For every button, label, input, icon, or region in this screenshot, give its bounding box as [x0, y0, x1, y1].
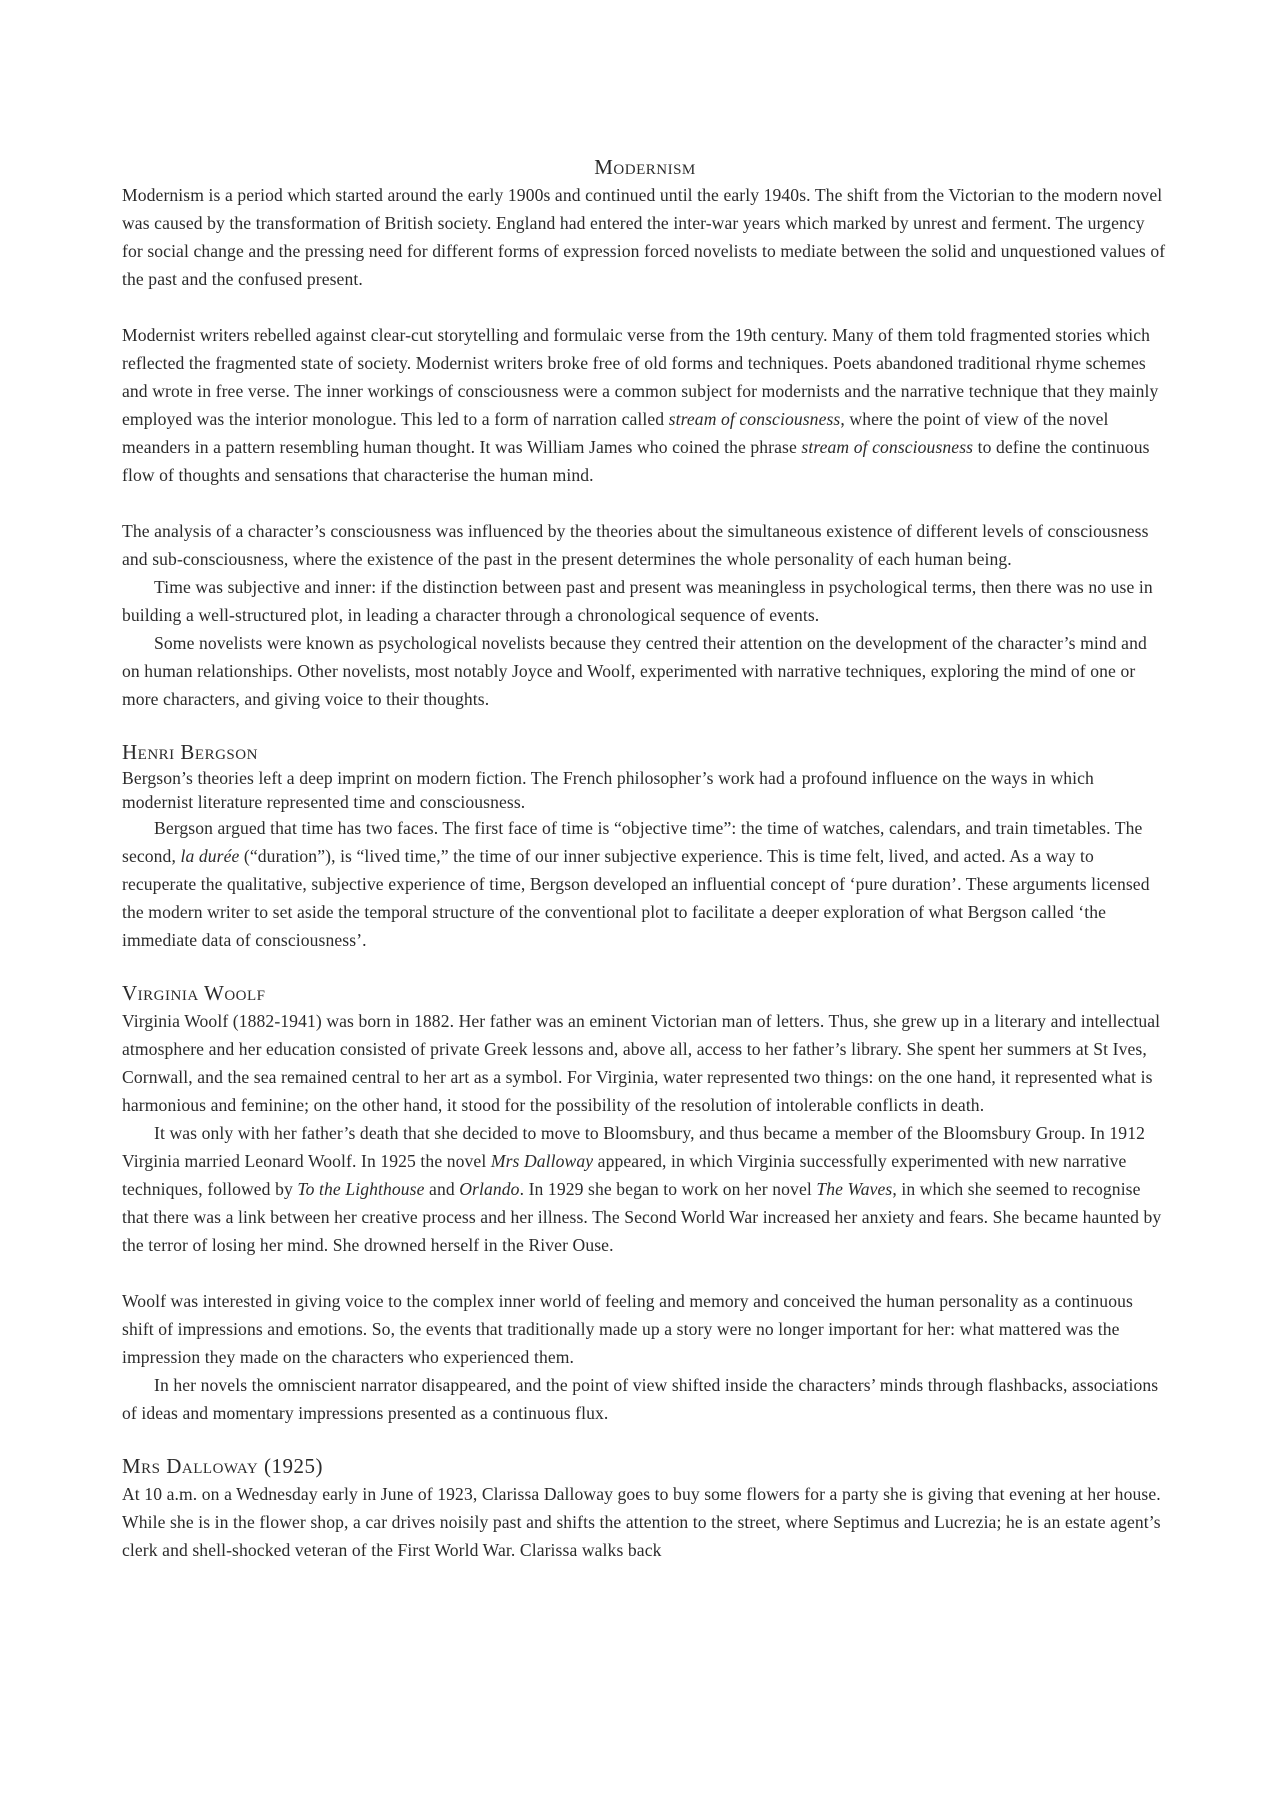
page-title: Modernism: [594, 155, 696, 179]
modernism-paragraph-4: Time was subjective and inner: if the distinction between past and present was meaningless in psychological terms, then there was no use in building a well-structured plot, in leading a character through a chronological sequence of events.: [122, 577, 1153, 625]
woolf-paragraph-1: Virginia Woolf (1882-1941) was born in 1882. Her father was an eminent Victorian man of letters. Thus, she grew up in a literary and intellectual atmosphere and her education consisted of private Greek lessons and, above all, access to her father’s library. She spent her summers at St Ives, Cornwall, and the sea remained central to her art as a symbol. For Virginia, water represented two things: on the one hand, it represented what is harmonious and feminine; on the other hand, it stood for the possibility of the resolution of intolerable conflicts in death.: [122, 1011, 1161, 1115]
document-page: [122, 150, 1168, 1564]
woolf-paragraph-3: Woolf was interested in giving voice to the complex inner world of feeling and memory and conceived the human personality as a continuous shift of impressions and emotions. So, the events that traditionally made up a story were no longer important for her: what mattered was the impression they made on the characters who experienced them.: [122, 1291, 1133, 1367]
section-heading-woolf: Virginia Woolf: [122, 981, 266, 1005]
woolf-paragraph-4: In her novels the omniscient narrator disappeared, and the point of view shifted inside the characters’ minds through flashbacks, associations of ideas and momentary impressions presented as a continuous flux.: [122, 1375, 1159, 1423]
woolf-paragraph-2: It was only with her father’s death that she decided to move to Bloomsbury, and thus became a member of the Bloomsbury Group. In 1912 Virginia married Leonard Woolf. In 1925 the novel Mrs Dalloway appeared, in which Virginia successfully experimented with new narrative techniques, followed by To the Lighthouse and Orlando. In 1929 she began to work on her novel The Waves, in which she seemed to recognise that there was a link between her creative process and her illness. The Second World War increased her anxiety and fears. She became haunted by the terror of losing her mind. She drowned herself in the River Ouse.: [122, 1123, 1162, 1255]
bergson-paragraph-1: Bergson’s theories left a deep imprint on modern fiction. The French philosopher’s work had a profound influence on the ways in which modernist literature represented time and consciousness.: [122, 768, 1094, 812]
bergson-paragraph-2: Bergson argued that time has two faces. The first face of time is “objective time”: the time of watches, calendars, and train timetables. The second, la durée (“duration”), is “lived time,” the time of our inner subjective experience. This is time felt, lived, and acted. As a way to recuperate the qualitative, subjective experience of time, Bergson developed an influential concept of ‘pure duration’. These arguments licensed the modern writer to set aside the temporal structure of the conventional plot to facilitate a deeper exploration of what Bergson called ‘the immediate data of consciousness’.: [122, 818, 1150, 950]
section-heading-mrs-dalloway: Mrs Dalloway (1925): [122, 1454, 323, 1478]
modernism-paragraph-5: Some novelists were known as psychological novelists because they centred their attention on the development of the character’s mind and on human relationships. Other novelists, most notably Joyce and Woolf, experimented with narrative techniques, exploring the mind of one or more characters, and giving voice to their thoughts.: [122, 633, 1147, 709]
dalloway-paragraph-1: At 10 a.m. on a Wednesday early in June of 1923, Clarissa Dalloway goes to buy some flowers for a party she is giving that evening at her house. While she is in the flower shop, a car drives noisily past and shifts the attention to the street, where Septimus and Lucrezia; he is an estate agent’s clerk and shell-shocked veteran of the First World War. Clarissa walks back: [122, 1484, 1161, 1560]
modernism-paragraph-1: Modernism is a period which started around the early 1900s and continued until the early 1940s. The shift from the Victorian to the modern novel was caused by the transformation of British society. England had entered the inter-war years which marked by unrest and ferment. The urgency for social change and the pressing need for different forms of expression forced novelists to mediate between the solid and unquestioned values of the past and the confused present.: [122, 185, 1166, 289]
modernism-paragraph-3: The analysis of a character’s consciousness was influenced by the theories about the simultaneous existence of different levels of consciousness and sub-consciousness, where the existence of the past in the present determines the whole personality of each human being.: [122, 521, 1149, 569]
section-heading-bergson: Henri Bergson: [122, 740, 258, 764]
modernism-paragraph-2: Modernist writers rebelled against clear-cut storytelling and formulaic verse from the 19th century. Many of them told fragmented stories which reflected the fragmented state of society. Modernist writers broke free of old forms and techniques. Poets abandoned traditional rhyme schemes and wrote in free verse. The inner workings of consciousness were a common subject for modernists and the narrative technique that they mainly employed was the interior monologue. This led to a form of narration called stream of consciousness, where the point of view of the novel meanders in a pattern resembling human thought. It was William James who coined the phrase stream of consciousness to define the continuous flow of thoughts and sensations that characterise the human mind.: [122, 325, 1159, 485]
